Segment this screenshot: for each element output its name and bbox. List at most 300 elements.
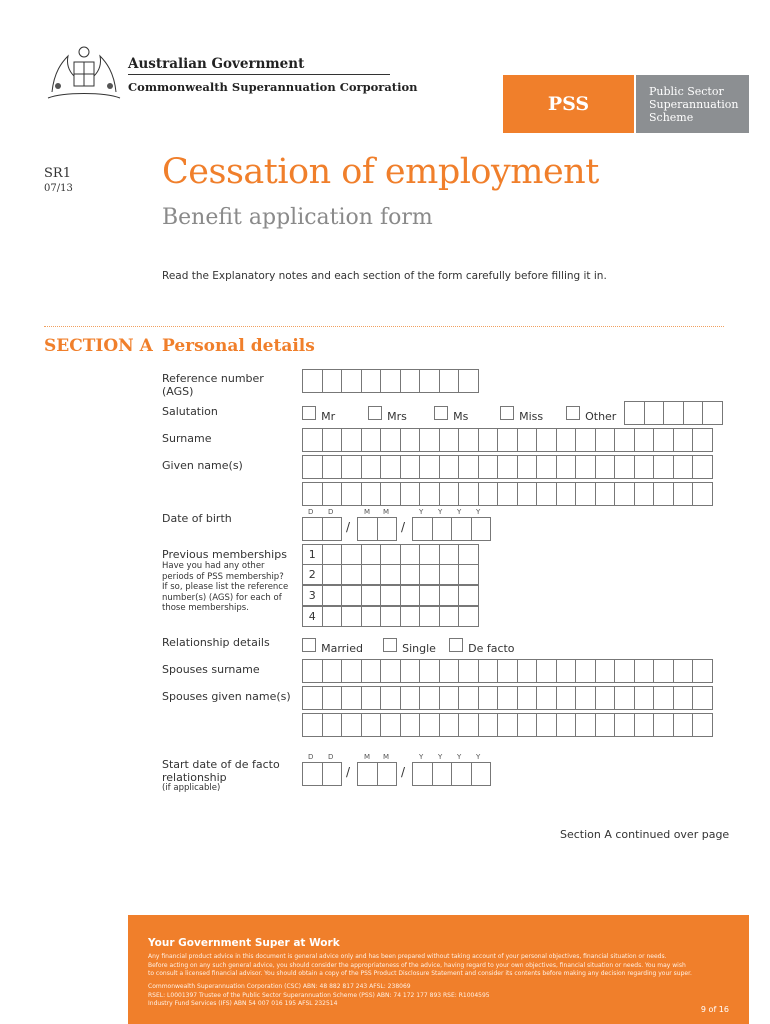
date-label: Y (419, 508, 424, 516)
char-box[interactable] (673, 686, 694, 710)
char-box[interactable] (400, 686, 421, 710)
char-box[interactable] (361, 455, 382, 479)
given-names-input-2[interactable] (302, 482, 712, 506)
char-box[interactable] (412, 762, 433, 786)
char-box[interactable] (361, 482, 382, 506)
defacto-day[interactable] (302, 762, 341, 786)
char-box[interactable] (302, 686, 323, 710)
salutation-miss[interactable] (500, 405, 543, 424)
char-box[interactable] (341, 455, 362, 479)
row-number: 4 (302, 606, 323, 627)
prev-membership-input-1[interactable] (322, 544, 478, 565)
char-box[interactable] (536, 455, 557, 479)
prev-membership-input-2[interactable] (322, 564, 478, 585)
char-box[interactable] (322, 369, 343, 393)
char-box[interactable] (302, 369, 323, 393)
salutation-label: Salutation (162, 405, 218, 418)
char-box[interactable] (536, 686, 557, 710)
footer-title: Your Government Super at Work (148, 937, 340, 949)
legal-line: Industry Fund Services (IFS) ABN 54 007 016 195 AFSL 232514 (148, 1000, 338, 1007)
char-box[interactable] (458, 428, 479, 452)
date-label: Y (419, 753, 424, 761)
scheme-line2: Superannuation (649, 98, 739, 111)
date-label: D (308, 753, 314, 761)
char-box[interactable] (556, 428, 577, 452)
char-box[interactable] (702, 401, 723, 425)
char-box[interactable] (341, 606, 362, 627)
defacto-label (162, 758, 280, 784)
char-box[interactable] (400, 482, 421, 506)
char-box[interactable] (478, 482, 499, 506)
given-names-label: Given name(s) (162, 459, 243, 472)
char-box[interactable] (361, 428, 382, 452)
char-box[interactable] (400, 455, 421, 479)
footer-legal (148, 983, 748, 1009)
char-box[interactable] (400, 428, 421, 452)
surname-label: Surname (162, 432, 212, 445)
spouse-given-label: Spouses given name(s) (162, 690, 291, 703)
dob-year[interactable] (412, 517, 490, 541)
char-box[interactable] (419, 564, 440, 585)
char-box[interactable] (361, 369, 382, 393)
char-box[interactable] (400, 564, 421, 585)
help-line: If so, please list the reference (162, 582, 289, 592)
char-box[interactable] (556, 455, 577, 479)
prev-memberships-help (162, 561, 288, 614)
help-line: number(s) (AGS) for each of (162, 592, 282, 603)
legal-line: Commonwealth Superannuation Corporation (CSC) ABN: 48 882 817 243 AFSL: 238069 (148, 983, 411, 990)
form-code: SR1 (44, 166, 71, 181)
defacto-year[interactable] (412, 762, 490, 786)
char-box[interactable] (302, 428, 323, 452)
char-box[interactable] (653, 686, 674, 710)
char-box[interactable] (419, 544, 440, 565)
char-box[interactable] (634, 455, 655, 479)
char-box[interactable] (673, 482, 694, 506)
header-rule (128, 74, 390, 75)
char-box[interactable] (517, 686, 538, 710)
char-box[interactable] (341, 482, 362, 506)
char-box[interactable] (380, 455, 401, 479)
char-box[interactable] (517, 482, 538, 506)
char-box[interactable] (322, 762, 343, 786)
char-box[interactable] (419, 585, 440, 606)
char-box[interactable] (341, 564, 362, 585)
char-box[interactable] (634, 482, 655, 506)
char-box[interactable] (322, 713, 343, 737)
row-number: 1 (302, 544, 323, 565)
char-box[interactable] (595, 482, 616, 506)
option-label: Mrs (387, 410, 407, 423)
option-label: Mr (321, 410, 336, 423)
char-box[interactable] (341, 659, 362, 683)
char-box[interactable] (451, 762, 472, 786)
char-box[interactable] (556, 713, 577, 737)
pss-label: PSS (547, 93, 590, 115)
checkbox[interactable] (449, 638, 463, 652)
prev-membership-input-4[interactable] (322, 606, 478, 627)
scheme-panel (636, 75, 749, 133)
date-label: D (328, 508, 334, 516)
scheme-line1: Public Sector (649, 85, 724, 98)
prev-memberships-grid (302, 544, 478, 627)
char-box[interactable] (556, 482, 577, 506)
char-box[interactable] (644, 401, 665, 425)
date-label: D (308, 508, 314, 516)
char-box[interactable] (419, 428, 440, 452)
char-box[interactable] (575, 428, 596, 452)
char-box[interactable] (458, 686, 479, 710)
ref-number-input[interactable] (302, 369, 478, 393)
char-box[interactable] (517, 659, 538, 683)
char-box[interactable] (439, 482, 460, 506)
page-title: Cessation of employment (162, 152, 599, 192)
char-box[interactable] (302, 455, 323, 479)
char-box[interactable] (458, 482, 479, 506)
defacto-note: (if applicable) (162, 783, 221, 793)
char-box[interactable] (471, 762, 492, 786)
prev-membership-input-3[interactable] (322, 585, 478, 606)
char-box[interactable] (432, 517, 453, 541)
defacto-month[interactable] (357, 762, 396, 786)
char-box[interactable] (595, 455, 616, 479)
dob-label: Date of birth (162, 512, 232, 525)
char-box[interactable] (575, 659, 596, 683)
char-box[interactable] (595, 713, 616, 737)
char-box[interactable] (361, 713, 382, 737)
char-box[interactable] (322, 482, 343, 506)
char-box[interactable] (614, 686, 635, 710)
scheme-line3: Scheme (649, 111, 694, 124)
disclaimer-line: Any financial product advice in this document is general advice only and has been prepared without taking account of your personal objectives, financial situation or needs. (148, 953, 667, 960)
dob-day[interactable] (302, 517, 341, 541)
char-box[interactable] (419, 686, 440, 710)
char-box[interactable] (614, 455, 635, 479)
char-box[interactable] (400, 369, 421, 393)
char-box[interactable] (341, 585, 362, 606)
char-box[interactable] (380, 369, 401, 393)
char-box[interactable] (634, 659, 655, 683)
char-box[interactable] (634, 713, 655, 737)
char-box[interactable] (653, 713, 674, 737)
char-box[interactable] (458, 455, 479, 479)
char-box[interactable] (653, 455, 674, 479)
char-box[interactable] (322, 564, 343, 585)
ref-label-line1: Reference number (162, 372, 264, 385)
char-box[interactable] (380, 585, 401, 606)
char-box[interactable] (361, 564, 382, 585)
char-box[interactable] (419, 713, 440, 737)
char-box[interactable] (517, 428, 538, 452)
char-box[interactable] (517, 713, 538, 737)
disclaimer-line: Before acting on any such general advice, you should consider the appropriateness of the advice, having regard to your own objectives, financial situation or needs. You may wish (148, 961, 686, 969)
footer-disclaimer (148, 953, 748, 979)
char-box[interactable] (412, 517, 433, 541)
relationship-married[interactable] (302, 637, 363, 656)
char-box[interactable] (357, 762, 378, 786)
char-box[interactable] (451, 517, 472, 541)
dob-month[interactable] (357, 517, 396, 541)
char-box[interactable] (517, 455, 538, 479)
char-box[interactable] (692, 686, 713, 710)
char-box[interactable] (575, 713, 596, 737)
checkbox[interactable] (302, 406, 316, 420)
char-box[interactable] (478, 428, 499, 452)
char-box[interactable] (439, 455, 460, 479)
char-box[interactable] (322, 659, 343, 683)
char-box[interactable] (536, 659, 557, 683)
char-box[interactable] (419, 482, 440, 506)
char-box[interactable] (497, 686, 518, 710)
char-box[interactable] (380, 659, 401, 683)
char-box[interactable] (380, 428, 401, 452)
date-slash: / (346, 520, 351, 534)
char-box[interactable] (439, 659, 460, 683)
char-box[interactable] (634, 686, 655, 710)
char-box[interactable] (653, 482, 674, 506)
checkbox[interactable] (500, 406, 514, 420)
help-line: those memberships. (162, 603, 249, 613)
char-box[interactable] (380, 544, 401, 565)
given-names-input-1[interactable] (302, 455, 712, 479)
char-box[interactable] (361, 585, 382, 606)
char-box[interactable] (302, 659, 323, 683)
help-line: Have you had any other (162, 561, 265, 571)
date-label: D (328, 753, 334, 761)
date-label: M (383, 753, 390, 761)
char-box[interactable] (673, 713, 694, 737)
char-box[interactable] (400, 713, 421, 737)
char-box[interactable] (556, 686, 577, 710)
checkbox[interactable] (302, 638, 316, 652)
char-box[interactable] (595, 686, 616, 710)
relationship-defacto[interactable] (449, 637, 515, 656)
gov-name: Australian Government (128, 56, 305, 72)
section-label: SECTION A (44, 336, 153, 356)
pss-logo (503, 75, 634, 133)
char-box[interactable] (478, 713, 499, 737)
char-box[interactable] (439, 585, 460, 606)
date-label: Y (457, 508, 462, 516)
char-box[interactable] (380, 713, 401, 737)
salutation-other-input[interactable] (624, 401, 722, 425)
spouse-surname-input[interactable] (302, 659, 712, 683)
char-box[interactable] (497, 659, 518, 683)
char-box[interactable] (692, 482, 713, 506)
char-box[interactable] (380, 606, 401, 627)
legal-line: RSEL: L0001397 Trustee of the Public Sector Superannuation Scheme (PSS) ABN: 74 172 177 893 RSE: R1004595 (148, 991, 490, 999)
defacto-label-line2: relationship (162, 771, 227, 784)
char-box[interactable] (692, 428, 713, 452)
checkbox[interactable] (368, 406, 382, 420)
char-box[interactable] (361, 659, 382, 683)
form-date: 07/13 (44, 183, 73, 194)
option-label: Single (402, 642, 436, 655)
char-box[interactable] (614, 482, 635, 506)
coat-of-arms-logo (44, 42, 124, 104)
section-title: Personal details (162, 336, 315, 356)
char-box[interactable] (614, 659, 635, 683)
char-box[interactable] (377, 762, 398, 786)
char-box[interactable] (302, 762, 323, 786)
corp-name: Commonwealth Superannuation Corporation (128, 80, 418, 94)
char-box[interactable] (458, 713, 479, 737)
char-box[interactable] (361, 606, 382, 627)
char-box[interactable] (458, 544, 479, 565)
char-box[interactable] (614, 713, 635, 737)
char-box[interactable] (439, 564, 460, 585)
relationship-single[interactable] (383, 637, 436, 656)
char-box[interactable] (624, 401, 645, 425)
date-label: M (383, 508, 390, 516)
date-label: Y (438, 508, 443, 516)
char-box[interactable] (361, 686, 382, 710)
char-box[interactable] (458, 606, 479, 627)
char-box[interactable] (439, 428, 460, 452)
char-box[interactable] (322, 606, 343, 627)
char-box[interactable] (439, 686, 460, 710)
char-box[interactable] (458, 659, 479, 683)
char-box[interactable] (497, 428, 518, 452)
footer-panel (128, 915, 749, 1024)
char-box[interactable] (692, 455, 713, 479)
char-box[interactable] (322, 517, 343, 541)
char-box[interactable] (400, 606, 421, 627)
date-label: M (364, 753, 371, 761)
page-number: 9 of 16 (700, 1005, 729, 1014)
relationship-label: Relationship details (162, 636, 270, 649)
char-box[interactable] (497, 455, 518, 479)
char-box[interactable] (322, 585, 343, 606)
row-number: 3 (302, 585, 323, 606)
char-box[interactable] (380, 686, 401, 710)
help-line: periods of PSS membership? (162, 571, 284, 582)
defacto-label-line1: Start date of de facto (162, 758, 280, 771)
char-box[interactable] (302, 713, 323, 737)
char-box[interactable] (439, 606, 460, 627)
option-label: Other (585, 410, 617, 423)
date-label: Y (476, 753, 481, 761)
char-box[interactable] (478, 455, 499, 479)
char-box[interactable] (341, 369, 362, 393)
char-box[interactable] (595, 428, 616, 452)
salutation-other[interactable] (566, 405, 616, 424)
char-box[interactable] (673, 455, 694, 479)
char-box[interactable] (683, 401, 704, 425)
char-box[interactable] (614, 428, 635, 452)
char-box[interactable] (419, 659, 440, 683)
date-label: Y (438, 753, 443, 761)
char-box[interactable] (322, 686, 343, 710)
char-box[interactable] (400, 544, 421, 565)
date-slash: / (346, 765, 351, 779)
char-box[interactable] (302, 482, 323, 506)
spouse-surname-label: Spouses surname (162, 663, 260, 676)
char-box[interactable] (322, 455, 343, 479)
char-box[interactable] (634, 428, 655, 452)
prev-memberships-label: Previous memberships (162, 548, 287, 561)
char-box[interactable] (478, 659, 499, 683)
char-box[interactable] (692, 659, 713, 683)
char-box[interactable] (497, 713, 518, 737)
char-box[interactable] (575, 482, 596, 506)
char-box[interactable] (497, 482, 518, 506)
char-box[interactable] (653, 428, 674, 452)
spouse-given-input-1[interactable] (302, 686, 712, 710)
char-box[interactable] (419, 606, 440, 627)
option-label: Miss (519, 410, 544, 423)
date-label: M (364, 508, 371, 516)
char-box[interactable] (400, 659, 421, 683)
char-box[interactable] (361, 544, 382, 565)
char-box[interactable] (341, 428, 362, 452)
char-box[interactable] (380, 564, 401, 585)
surname-input[interactable] (302, 428, 712, 452)
char-box[interactable] (478, 686, 499, 710)
char-box[interactable] (536, 428, 557, 452)
divider (44, 326, 724, 327)
char-box[interactable] (595, 659, 616, 683)
char-box[interactable] (322, 544, 343, 565)
char-box[interactable] (663, 401, 684, 425)
char-box[interactable] (575, 686, 596, 710)
char-box[interactable] (673, 428, 694, 452)
intro-text: Read the Explanatory notes and each section of the form carefully before filling it in. (162, 270, 607, 282)
char-box[interactable] (377, 517, 398, 541)
char-box[interactable] (458, 369, 479, 393)
salutation-mrs[interactable] (368, 405, 407, 424)
char-box[interactable] (673, 659, 694, 683)
char-box[interactable] (322, 428, 343, 452)
char-box[interactable] (380, 482, 401, 506)
char-box[interactable] (536, 713, 557, 737)
salutation-mr[interactable] (302, 405, 335, 424)
char-box[interactable] (536, 482, 557, 506)
char-box[interactable] (439, 544, 460, 565)
char-box[interactable] (556, 659, 577, 683)
char-box[interactable] (400, 585, 421, 606)
char-box[interactable] (439, 713, 460, 737)
char-box[interactable] (692, 713, 713, 737)
char-box[interactable] (341, 544, 362, 565)
row-number: 2 (302, 564, 323, 585)
char-box[interactable] (653, 659, 674, 683)
char-box[interactable] (341, 686, 362, 710)
char-box[interactable] (575, 455, 596, 479)
char-box[interactable] (357, 517, 378, 541)
char-box[interactable] (419, 455, 440, 479)
char-box[interactable] (432, 762, 453, 786)
char-box[interactable] (458, 585, 479, 606)
char-box[interactable] (419, 369, 440, 393)
char-box[interactable] (439, 369, 460, 393)
char-box[interactable] (471, 517, 492, 541)
checkbox[interactable] (434, 406, 448, 420)
date-label: Y (476, 508, 481, 516)
option-label: Married (321, 642, 363, 655)
char-box[interactable] (341, 713, 362, 737)
char-box[interactable] (302, 517, 323, 541)
page-subtitle: Benefit application form (162, 205, 433, 230)
checkbox[interactable] (383, 638, 397, 652)
continued-note: Section A continued over page (560, 828, 730, 841)
ref-label (162, 372, 264, 398)
spouse-given-input-2[interactable] (302, 713, 712, 737)
date-slash: / (401, 520, 406, 534)
checkbox[interactable] (566, 406, 580, 420)
char-box[interactable] (458, 564, 479, 585)
salutation-ms[interactable] (434, 405, 468, 424)
